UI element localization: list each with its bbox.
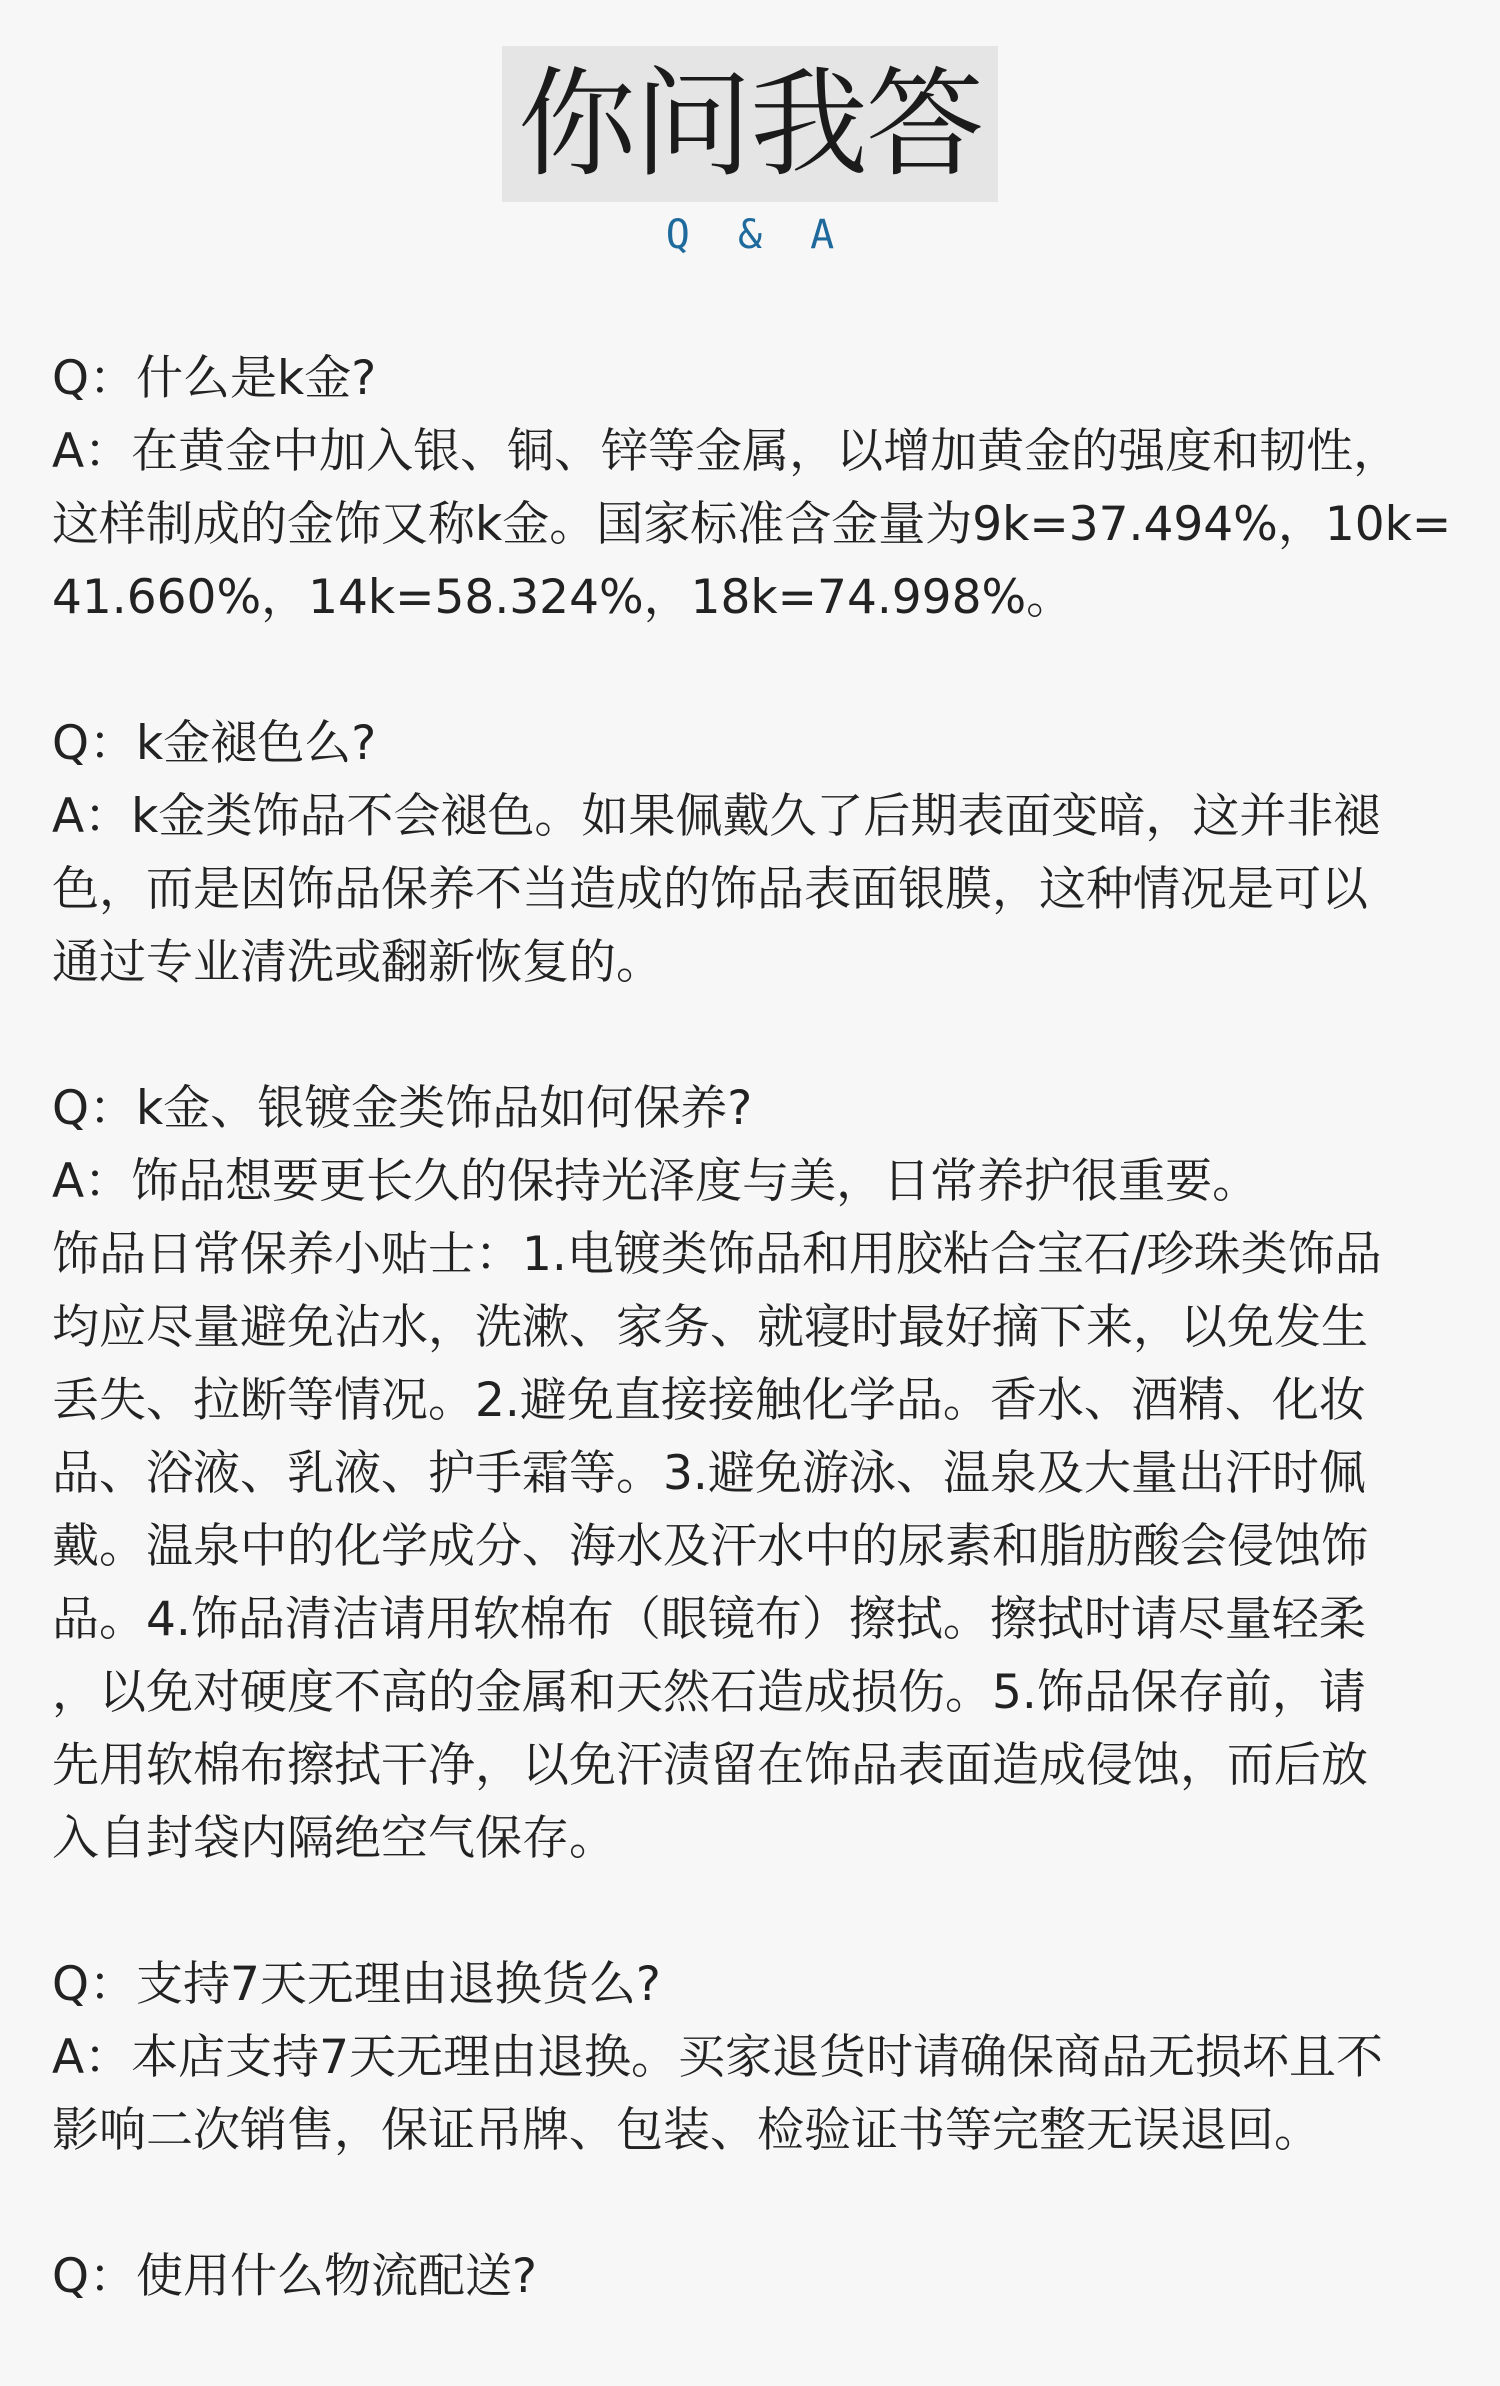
answer-text: 先用软棉布擦拭干净，以免汗渍留在饰品表面造成侵蚀，而后放 [52, 1738, 1368, 1793]
answer-text: A：k金类饰品不会褪色。如果佩戴久了后期表面变暗，这并非褪 [52, 789, 1381, 844]
answer-text: A：本店支持7天无理由退换。买家退货时请确保商品无损坏且不 [52, 2030, 1384, 2085]
qa-block-fading [52, 707, 1452, 999]
answer-text: 影响二次销售，保证吊牌、包装、检验证书等完整无误退回。 [52, 2103, 1321, 2158]
question-text: Q：k金、银镀金类饰品如何保养? [52, 1081, 753, 1136]
page-header [0, 46, 1500, 258]
answer-text: A：饰品想要更长久的保持光泽度与美，日常养护很重要。 [52, 1154, 1260, 1209]
qa-block-shipping [52, 2240, 1452, 2313]
answer-text: A：在黄金中加入银、铜、锌等金属，以增加黄金的强度和韧性， [52, 424, 1401, 479]
answer-text: 41.660%，14k=58.324%，18k=74.998%。 [52, 570, 1074, 625]
answer-text: 饰品日常保养小贴士：1.电镀类饰品和用胶粘合宝石/珍珠类饰品 [52, 1227, 1382, 1282]
question-text: Q：什么是k金? [52, 351, 377, 406]
answer-text: 品、浴液、乳液、护手霜等。3.避免游泳、温泉及大量出汗时佩 [52, 1446, 1366, 1501]
page-subtitle: Q & A [665, 212, 847, 258]
qa-list [52, 342, 1452, 2386]
answer-text: 通过专业清洗或翻新恢复的。 [52, 935, 663, 990]
qa-block-k-gold [52, 342, 1452, 634]
answer-text: 入自封袋内隔绝空气保存。 [52, 1811, 616, 1866]
answer-text: 均应尽量避免沾水，洗漱、家务、就寝时最好摘下来，以免发生 [52, 1300, 1368, 1355]
qa-block-care [52, 1072, 1452, 1875]
answer-text: ，以免对硬度不高的金属和天然石造成损伤。5.饰品保存前，请 [52, 1665, 1366, 1720]
qa-block-returns [52, 1948, 1452, 2167]
answer-text: 色，而是因饰品保养不当造成的饰品表面银膜，这种情况是可以 [52, 862, 1368, 917]
answer-text: 戴。温泉中的化学成分、海水及汗水中的尿素和脂肪酸会侵蚀饰 [52, 1519, 1368, 1574]
answer-text: 这样制成的金饰又称k金。国家标准含金量为9k=37.494%，10k= [52, 497, 1452, 552]
question-text: Q：使用什么物流配送? [52, 2249, 537, 2304]
question-text: Q：支持7天无理由退换货么? [52, 1957, 661, 2012]
answer-text: 品。4.饰品清洁请用软棉布（眼镜布）擦拭。擦拭时请尽量轻柔 [52, 1592, 1366, 1647]
page-title: 你问我答 [502, 46, 998, 202]
answer-text: 丢失、拉断等情况。2.避免直接接触化学品。香水、酒精、化妆 [52, 1373, 1366, 1428]
question-text: Q：k金褪色么? [52, 716, 377, 771]
